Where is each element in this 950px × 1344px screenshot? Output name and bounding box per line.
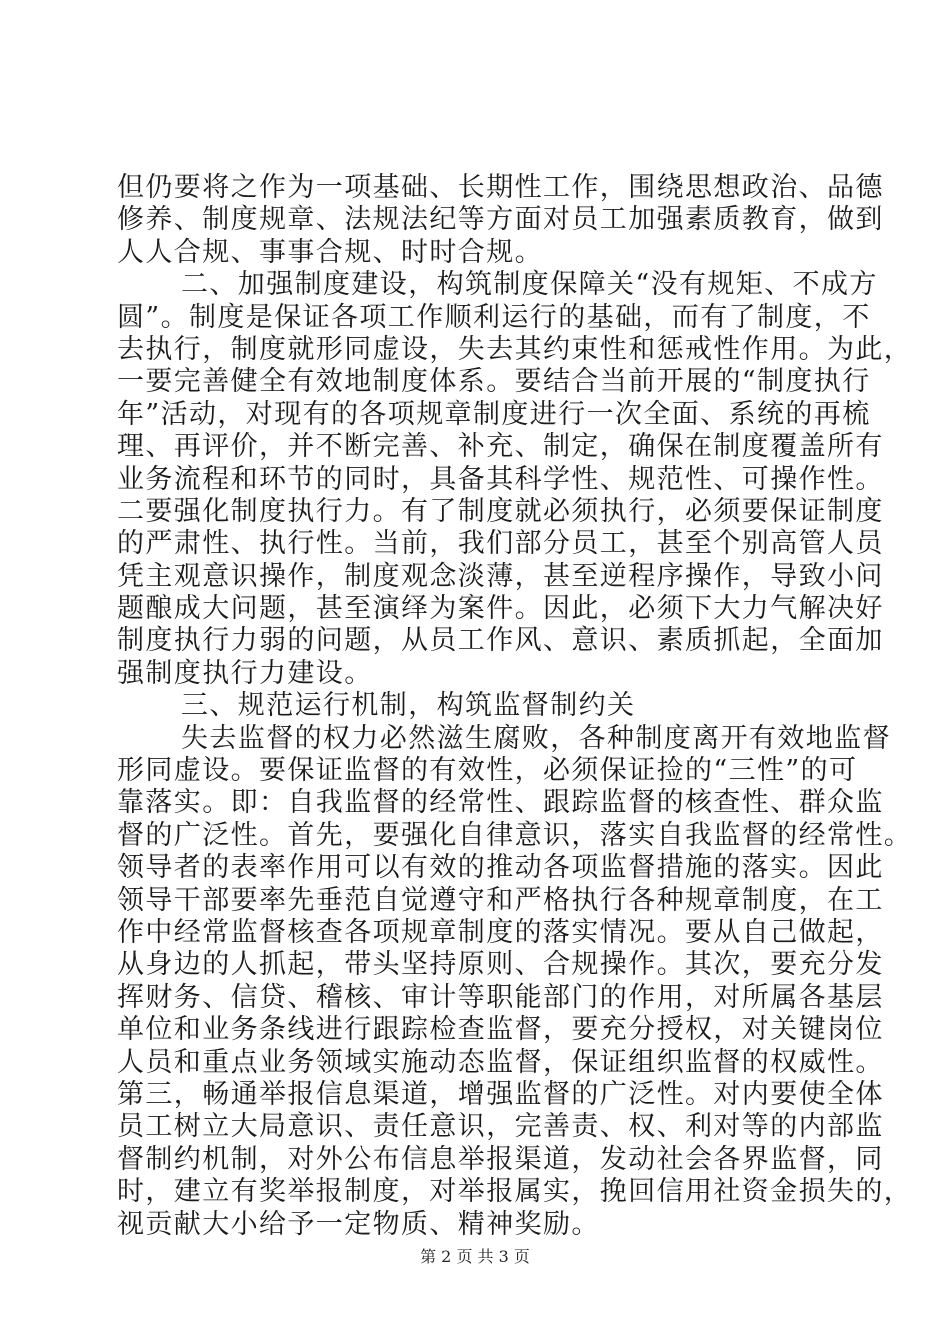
text-line: 视贡献大小给予一定物质、精神奖励。 bbox=[117, 1208, 600, 1240]
text-line: 从身边的人抓起，带头坚持原则、合规操作。其次，要充分发 bbox=[117, 949, 884, 981]
text-line: 人员和重点业务领域实施动态监督，保证组织监督的权威性。 bbox=[117, 1046, 884, 1078]
page-footer: 第 2 页 共 3 页 bbox=[420, 1247, 530, 1266]
text-line: 修养、制度规章、法规法纪等方面对员工加强素质教育，做到 bbox=[117, 204, 884, 236]
text-line: 领导者的表率作用可以有效的推动各项监督措施的落实。因此 bbox=[117, 852, 884, 884]
text-line: 作中经常监督核查各项规章制度的落实情况。要从自己做起， bbox=[117, 916, 884, 948]
text-line: 督制约机制，对外公布信息举报渠道，发动社会各界监督，同 bbox=[117, 1143, 884, 1175]
text-line: 业务流程和环节的同时，具备其科学性、规范性、可操作性。 bbox=[117, 463, 884, 495]
text-line: 一要完善健全有效地制度体系。要结合当前开展的“制度执行 bbox=[117, 366, 871, 398]
text-line: 去执行，制度就形同虚设，失去其约束性和惩戒性作用。为此， bbox=[117, 333, 913, 365]
text-line: 第三，畅通举报信息渠道，增强监督的广泛性。对内要使全体 bbox=[117, 1078, 884, 1110]
text-line: 题酿成大问题，甚至演绎为案件。因此，必须下大力气解决好 bbox=[117, 593, 884, 625]
document-body bbox=[117, 172, 913, 1241]
text-line: 时，建立有奖举报制度，对举报属实，挽回信用社资金损失的， bbox=[117, 1176, 913, 1208]
text-line: 靠落实。即：自我监督的经常性、跟踪监督的核查性、群众监 bbox=[117, 787, 884, 819]
text-line: 二要强化制度执行力。有了制度就必须执行，必须要保证制度 bbox=[117, 495, 884, 527]
text-line: 二、加强制度建设，构筑制度保障关“没有规矩、不成方 bbox=[181, 269, 878, 301]
text-line: 凭主观意识操作，制度观念淡薄，甚至逆程序操作，导致小问 bbox=[117, 560, 884, 592]
text-line: 失去监督的权力必然滋生腐败，各种制度离开有效地监督 bbox=[181, 722, 891, 754]
text-line: 的严肃性、执行性。当前，我们部分员工，甚至个别高管人员 bbox=[117, 528, 884, 560]
text-line: 挥财务、信贷、稽核、审计等职能部门的作用，对所属各基层 bbox=[117, 981, 884, 1013]
text-line: 年”活动，对现有的各项规章制度进行一次全面、系统的再梳 bbox=[117, 398, 871, 430]
text-line: 形同虚设。要保证监督的有效性，必须保证捡的“三性”的可 bbox=[117, 755, 858, 787]
text-line: 圆”。制度是保证各项工作顺利运行的基础，而有了制度，不 bbox=[117, 301, 871, 333]
text-line: 领导干部要率先垂范自觉遵守和严格执行各种规章制度，在工 bbox=[117, 884, 884, 916]
text-line: 制度执行力弱的问题，从员工作风、意识、素质抓起，全面加 bbox=[117, 625, 884, 657]
text-line: 人人合规、事事合规、时时合规。 bbox=[117, 236, 543, 268]
text-line: 单位和业务条线进行跟踪检查监督，要充分授权，对关键岗位 bbox=[117, 1014, 884, 1046]
text-line: 但仍要将之作为一项基础、长期性工作，围绕思想政治、品德 bbox=[117, 172, 884, 203]
text-line: 强制度执行力建设。 bbox=[117, 657, 373, 689]
text-line: 三、规范运行机制，构筑监督制约关 bbox=[181, 690, 636, 722]
text-line: 理、再评价，并不断完善、补充、制定，确保在制度覆盖所有 bbox=[117, 431, 884, 463]
text-line: 员工树立大局意识、责任意识，完善责、权、利对等的内部监 bbox=[117, 1111, 884, 1143]
text-line: 督的广泛性。首先，要强化自律意识，落实自我监督的经常性。 bbox=[117, 819, 913, 851]
